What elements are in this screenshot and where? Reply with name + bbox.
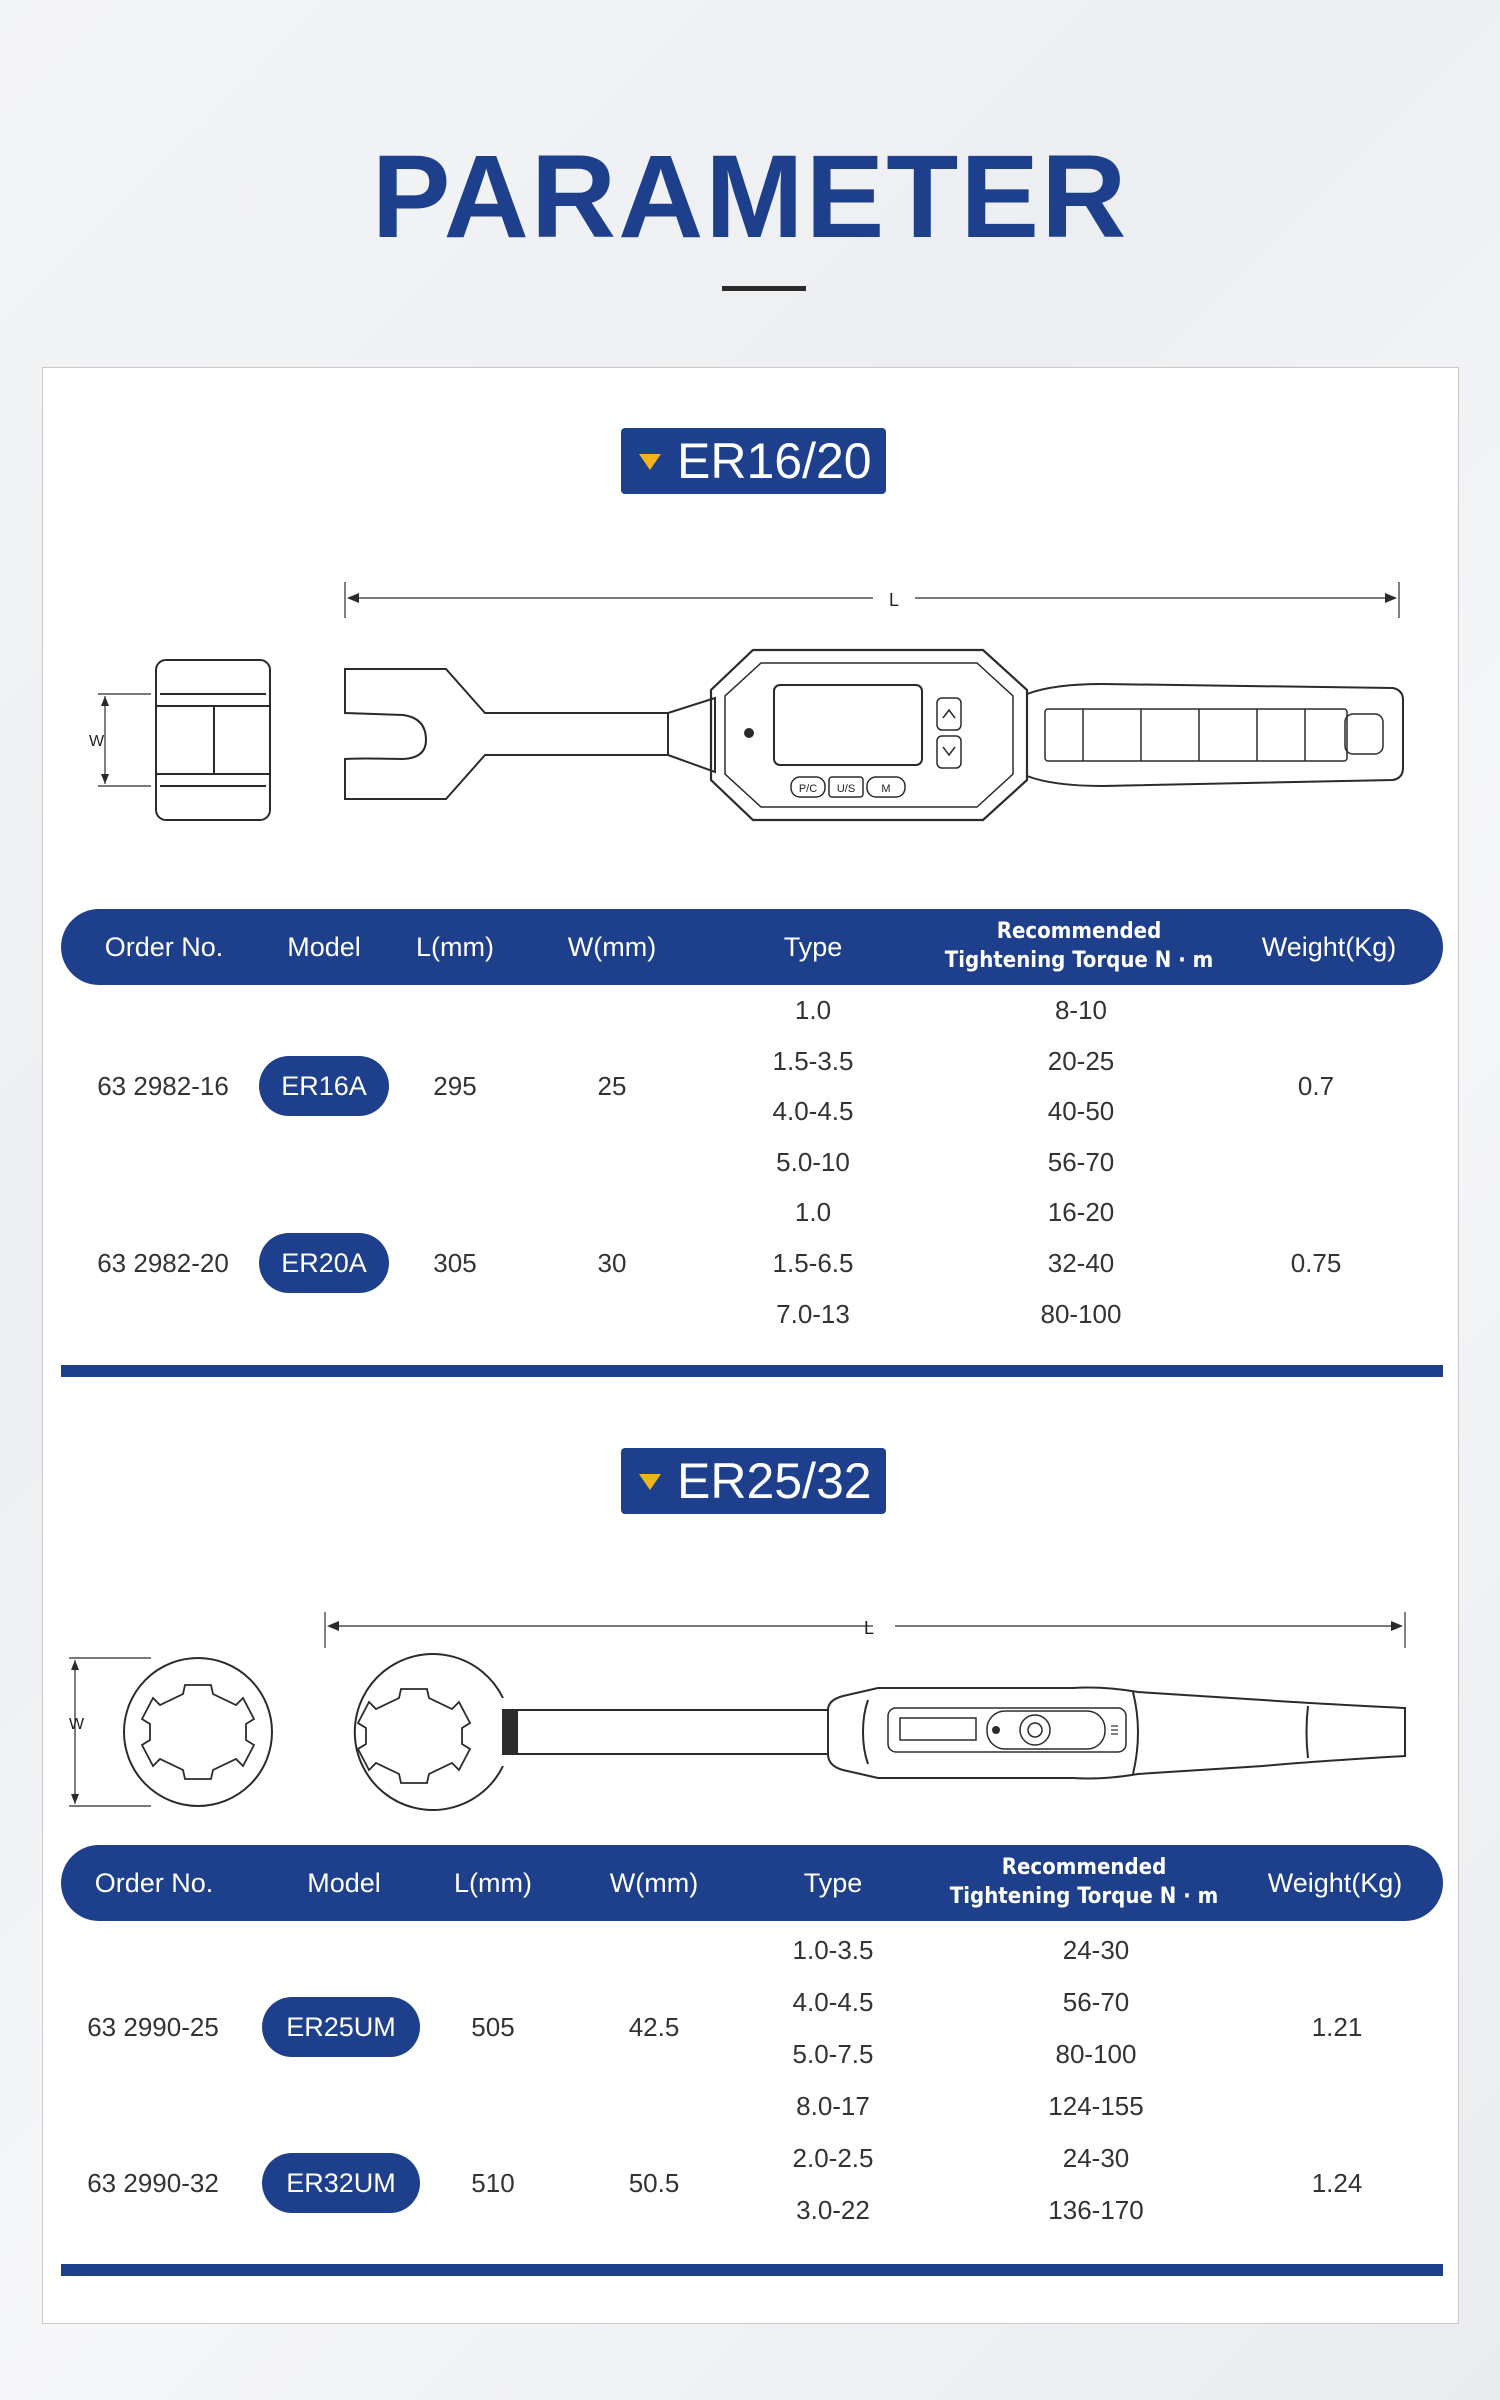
- wrench-shaft: [517, 1710, 828, 1754]
- cell-type: 7.0-13: [776, 1299, 850, 1329]
- header-width: W(mm): [609, 1868, 699, 1898]
- cell-torque: 32-40: [1047, 1248, 1115, 1278]
- header-length: L(mm): [454, 1868, 532, 1898]
- er25-wrench-drawing: [43, 1608, 1458, 1818]
- parameter-panel: [42, 367, 1459, 2324]
- cell-order-no: 63 2982-16: [97, 1071, 229, 1101]
- cell-order-no: 63 2990-32: [87, 2168, 219, 2198]
- cell-weight: 0.7: [1297, 1071, 1335, 1101]
- triangle-down-icon: [639, 1474, 661, 1490]
- header-model: Model: [307, 1868, 381, 1898]
- section-badge-label: ER16/20: [677, 433, 872, 489]
- dimension-label-width: W: [89, 733, 105, 750]
- cell-weight: 1.24: [1311, 2168, 1363, 2198]
- cell-torque: 80-100: [1055, 2039, 1137, 2069]
- header-model: Model: [287, 932, 361, 962]
- dimension-label-width: W: [69, 1716, 85, 1733]
- model-badge-er32um: ER32UM: [262, 2153, 420, 2213]
- dimension-label-length: L: [863, 1618, 875, 1638]
- cell-type: 2.0-2.5: [792, 2143, 874, 2173]
- cell-width: 42.5: [628, 2012, 680, 2042]
- cell-torque: 8-10: [1054, 995, 1108, 1025]
- header-order-no: Order No.: [104, 932, 224, 962]
- model-badge-er20a: ER20A: [259, 1233, 389, 1293]
- display-button-m: M: [881, 783, 891, 795]
- header-torque-line1: Recommended: [996, 919, 1162, 944]
- triangle-down-icon: [639, 454, 661, 470]
- dimension-label-length: L: [888, 590, 900, 610]
- section-badge-er16-20: [621, 428, 886, 494]
- cell-type: 1.0-3.5: [792, 1935, 874, 1965]
- wrench-handle: [1027, 684, 1403, 786]
- cell-type: 1.0: [794, 1197, 832, 1227]
- cell-torque: 40-50: [1047, 1096, 1115, 1126]
- cell-torque: 56-70: [1047, 1147, 1115, 1177]
- header-type: Type: [783, 932, 843, 962]
- header-weight: Weight(Kg): [1261, 932, 1397, 962]
- cell-order-no: 63 2990-25: [87, 2012, 219, 2042]
- cell-order-no: 63 2982-20: [97, 1248, 229, 1278]
- wrench-display-body: [828, 1688, 1405, 1779]
- header-torque-line1: Recommended: [1001, 1855, 1167, 1880]
- cell-weight: 0.75: [1290, 1248, 1342, 1278]
- side-view-nut: [98, 660, 270, 820]
- table-header-er25-32: [61, 1845, 1443, 1921]
- front-view-nut: [69, 1658, 272, 1806]
- display-button-pc: P/C: [798, 783, 818, 795]
- header-torque-line2: Tightening Torque N · m: [944, 948, 1214, 973]
- cell-torque: 20-25: [1047, 1046, 1115, 1076]
- cell-type: 4.0-4.5: [792, 1987, 874, 2017]
- model-badge-er25um: ER25UM: [262, 1997, 420, 2057]
- header-torque: [950, 1845, 1218, 1921]
- cell-length: 305: [433, 1248, 477, 1278]
- cell-width: 30: [597, 1248, 627, 1278]
- section-divider: [61, 2264, 1443, 2276]
- page-title: PARAMETER: [371, 131, 1129, 263]
- title-underline: [722, 286, 806, 291]
- dimension-line-length: [345, 582, 1399, 618]
- cell-length: 505: [471, 2012, 515, 2042]
- header-weight: Weight(Kg): [1267, 1868, 1403, 1898]
- header-order-no: Order No.: [94, 1868, 214, 1898]
- cell-type: 8.0-17: [796, 2091, 870, 2121]
- cell-length: 295: [433, 1071, 477, 1101]
- cell-torque: 56-70: [1062, 1987, 1130, 2017]
- cell-torque: 80-100: [1040, 1299, 1122, 1329]
- cell-width: 50.5: [628, 2168, 680, 2198]
- cell-type: 5.0-7.5: [792, 2039, 874, 2069]
- header-torque-line2: Tightening Torque N · m: [949, 1884, 1219, 1909]
- display-button-us: U/S: [836, 783, 856, 795]
- wrench-display-body: [711, 650, 1027, 820]
- header-type: Type: [803, 1868, 863, 1898]
- table-header-er16-20: [61, 909, 1443, 985]
- cell-torque: 124-155: [1048, 2091, 1144, 2121]
- cell-torque: 16-20: [1047, 1197, 1115, 1227]
- cell-length: 510: [471, 2168, 515, 2198]
- model-badge-er16a: ER16A: [259, 1056, 389, 1116]
- cell-weight: 1.21: [1311, 2012, 1363, 2042]
- section-badge-label: ER25/32: [677, 1453, 872, 1509]
- cell-torque: 24-30: [1062, 2143, 1130, 2173]
- section-badge-er25-32: [621, 1448, 886, 1514]
- cell-torque: 24-30: [1062, 1935, 1130, 1965]
- wrench-ring-head: [355, 1654, 517, 1810]
- wrench-neck: [668, 698, 715, 772]
- cell-type: 5.0-10: [776, 1147, 850, 1177]
- section-divider: [61, 1365, 1443, 1377]
- header-width: W(mm): [567, 932, 657, 962]
- cell-type: 4.0-4.5: [772, 1096, 854, 1126]
- header-torque: [945, 909, 1213, 985]
- cell-torque: 136-170: [1048, 2195, 1144, 2225]
- cell-type: 1.0: [794, 995, 832, 1025]
- cell-type: 1.5-6.5: [772, 1248, 854, 1278]
- er16-wrench-drawing: [43, 568, 1458, 828]
- cell-width: 25: [597, 1071, 627, 1101]
- cell-type: 1.5-3.5: [772, 1046, 854, 1076]
- header-length: L(mm): [416, 932, 494, 962]
- wrench-fork-head: [345, 669, 668, 799]
- cell-type: 3.0-22: [796, 2195, 870, 2225]
